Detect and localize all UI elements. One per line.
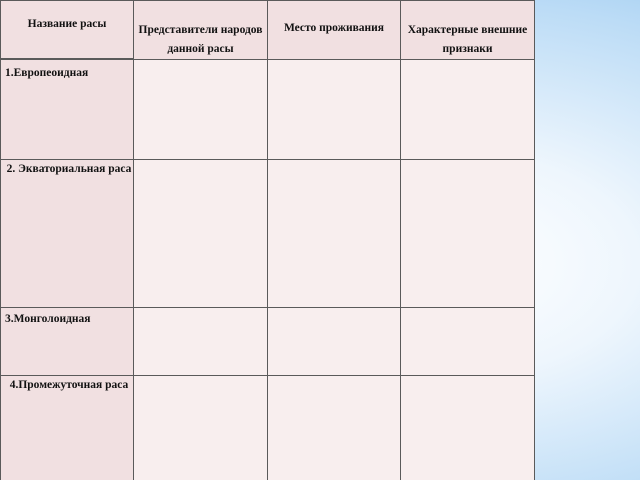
race-name-cell	[1, 60, 134, 160]
header-habitat: Место проживания	[268, 1, 401, 60]
features-cell	[401, 376, 535, 480]
race-name-cell	[1, 376, 134, 480]
race-name-cell	[1, 308, 134, 376]
race-name: 4.Промежуточная раса	[9, 379, 129, 391]
peoples-cell	[134, 60, 268, 160]
features-cell	[401, 160, 535, 308]
race-name: 2. Экваториальная раса	[6, 163, 132, 175]
race-name-cell	[1, 160, 134, 308]
header-features: Характерные внешние признаки	[401, 1, 535, 60]
habitat-cell	[268, 160, 401, 308]
table-row	[1, 160, 535, 308]
habitat-cell	[268, 60, 401, 160]
table-row	[1, 308, 535, 376]
features-cell	[401, 308, 535, 376]
peoples-cell	[134, 160, 268, 308]
header-peoples: Представители народов данной расы	[134, 1, 268, 60]
header-row	[1, 1, 535, 59]
table-row	[1, 376, 535, 480]
habitat-cell	[268, 308, 401, 376]
table-row	[1, 60, 535, 160]
race-name: 3.Монголоидная	[5, 313, 91, 325]
habitat-cell	[268, 376, 401, 480]
race-name: 1.Европеоидная	[5, 67, 89, 79]
peoples-cell	[134, 376, 268, 480]
peoples-cell	[134, 308, 268, 376]
header-race-name: Название расы	[1, 1, 134, 59]
features-cell	[401, 60, 535, 160]
